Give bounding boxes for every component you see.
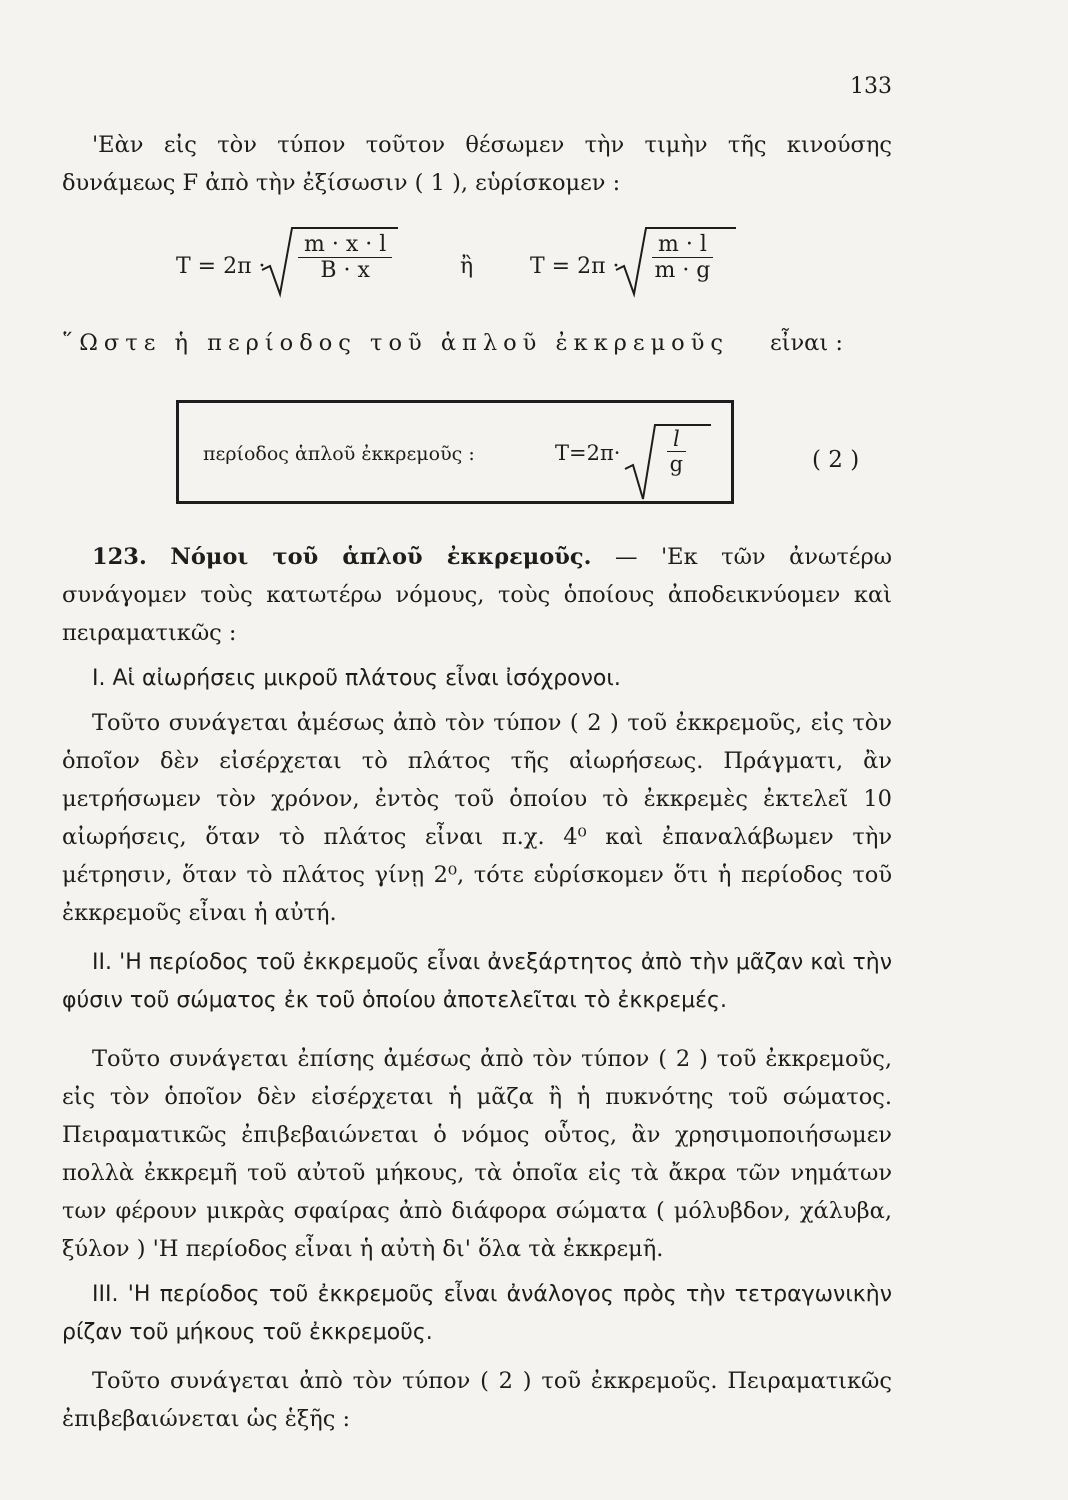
section-title: Νόμοι τοῦ ἁπλοῦ ἐκκρεμοῦς. [170,544,592,570]
intro-paragraph [62,126,892,202]
intro-text: 'Εὰν εἰς τὸν τύπον τοῦτον θέσωμεν τὴν τιμὴν τῆς κινούσης δυνάμεως F ἀπὸ τὴν ἐξίσωσιν ( 1 ), εὑρίσκομεν : [62,132,892,196]
formula-left-numerator: m · x · l [298,232,392,258]
conclusion-text: ῞Ωστε ἡ περίοδος τοῦ ἁπλοῦ ἐκκρεμοῦς [62,330,730,356]
law-2-text: Τοῦτο συνάγεται ἐπίσης ἀμέσως ἀπὸ τὸν τύπον ( 2 ) τοῦ ἐκκρεμοῦς, εἰς τὸν ὁποῖον δὲν εἰσέρχεται ἡ μᾶζα ἢ ἡ πυκνότης τοῦ σώματος. Πειραματικῶς ἐπιβεβαιώνεται ὁ νόμος οὗτος, ἂν χρησιμοποιήσωμεν πολλὰ ἐκκρεμῆ τοῦ αὐτοῦ μήκους, τὰ ὁποῖα εἰς τὰ ἄκρα τῶν νημάτων των φέρουν μικρὰς σφαίρας ἀπὸ διάφορα σώματα ( μόλυβδον, χάλυβα, ξύλον ) 'Η περίοδος εἶναι ἡ αὐτὴ δι' ὅλα τὰ ἐκκρεμῆ. [62,1046,892,1262]
conclusion-line [62,324,892,362]
law-3-explanation [62,1362,892,1438]
formula-period-derivation [170,232,810,320]
formula-left-fraction [298,232,392,283]
boxed-fraction [667,427,686,476]
law-3-statement: III. 'Η περίοδος τοῦ ἐκκρεμοῦς εἶναι ἀνάλογος πρὸς τὴν τετραγωνικὴν ρίζαν τοῦ μήκους τοῦ ἐκκρεμοῦς. [62,1282,892,1345]
formula-right-numerator: m · l [652,232,713,258]
boxed-eq-prefix: T=2π· [555,441,621,465]
boxed-formula [176,400,734,504]
formula-left-prefix: T = 2π · [176,254,266,279]
formula-left-denominator: B · x [320,258,370,283]
boxed-denominator: g [669,452,684,476]
law-2 [62,944,892,1020]
law-1-statement: I. Αἱ αἰωρήσεις μικροῦ πλάτους εἶναι ἰσόχρονοι. [92,666,621,691]
section-number: 123. [92,544,147,570]
law-3 [62,1276,892,1352]
boxed-label: περίοδος ἁπλοῦ ἐκκρεμοῦς : [203,443,475,465]
law-1-text: Τοῦτο συνάγεται ἀμέσως ἀπὸ τὸν τύπον ( 2 ) τοῦ ἐκκρεμοῦς, εἰς τὸν ὁποῖον δὲν εἰσέρχεται τὸ πλάτος τῆς αἰωρήσεως. Πράγματι, ἂν μετρήσωμεν τὸν χρόνον, ἐντὸς τοῦ ὁποίου τὸ ἐκκρεμὲς ἐκτελεῖ 10 αἰωρήσεις, ὅταν τὸ πλάτος εἶναι π.χ. 4⁰ καὶ ἐπαναλάβωμεν τὴν μέτρησιν, ὅταν τὸ πλάτος γίνῃ 2⁰, τότε εὑρίσκομεν ὅτι ἡ περίοδος τοῦ ἐκκρεμοῦς εἶναι ἡ αὐτή. [62,710,892,926]
law-1 [62,660,892,698]
equation-number: ( 2 ) [812,447,860,473]
conclusion-tail: εἶναι : [770,330,843,356]
law-2-statement: II. 'Η περίοδος τοῦ ἐκκρεμοῦς εἶναι ἀνεξάρτητος ἀπὸ τὴν μᾶζαν καὶ τὴν φύσιν τοῦ σώματος ἐκ τοῦ ὁποίου ἀποτελεῖται τὸ ἐκκρεμές. [62,950,892,1013]
boxed-numerator: l [667,427,686,452]
law-3-text: Τοῦτο συνάγεται ἀπὸ τὸν τύπον ( 2 ) τοῦ ἐκκρεμοῦς. Πειραματικῶς ἐπιβεβαιώνεται ὡς ἑξῆς : [62,1368,892,1432]
formula-right-prefix: T = 2π · [530,254,620,279]
law-1-explanation [62,704,892,932]
page-number: 133 [850,74,892,99]
formula-right-denominator: m · g [654,258,711,283]
formula-or: ἢ [460,254,474,279]
formula-right-fraction [652,232,713,283]
section-intro: — 'Εκ τῶν ἀνωτέρω συνάγομεν τοὺς κατωτέρω νόμους, τοὺς ὁποίους ἀποδεικνύομεν καὶ πειραματικῶς : [62,544,893,646]
section-intro-paragraph [62,538,892,652]
law-2-explanation [62,1040,892,1268]
section-123 [62,538,892,652]
